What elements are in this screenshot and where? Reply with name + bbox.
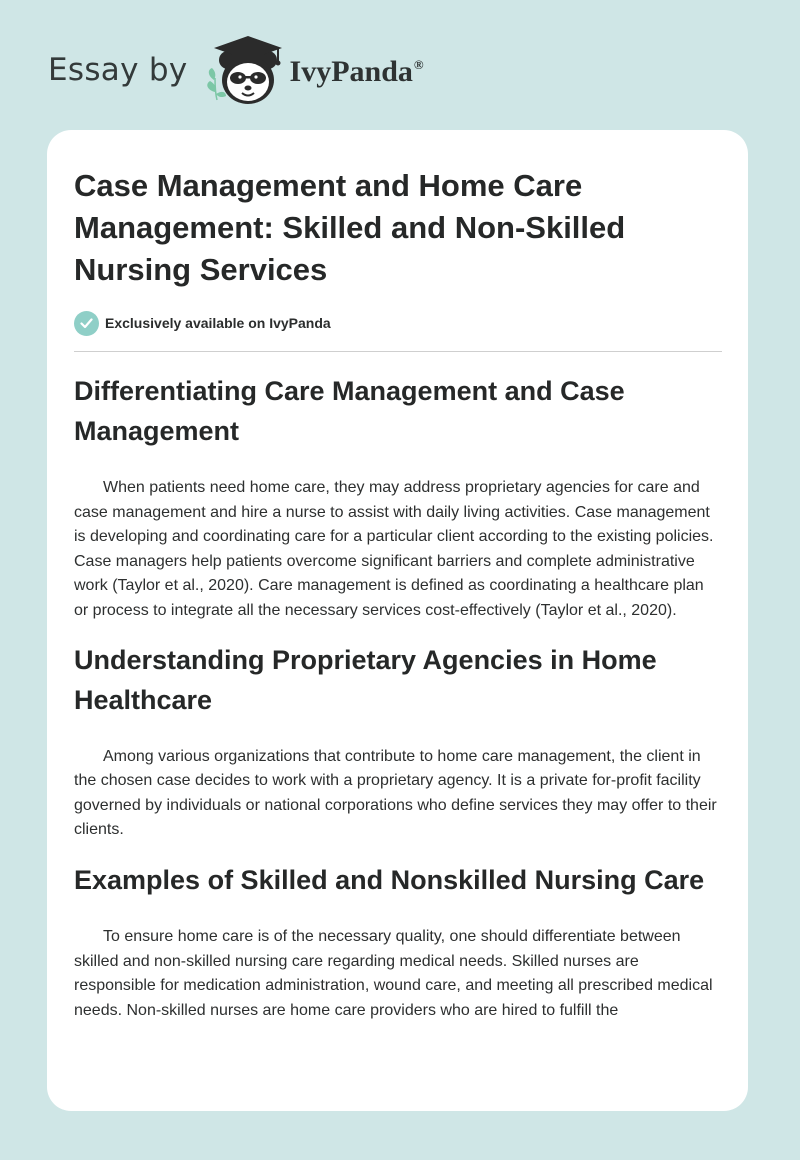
section-heading: Differentiating Care Management and Case Management <box>74 376 625 446</box>
essay-by-label: Essay by <box>48 52 188 88</box>
check-circle-icon <box>74 311 99 336</box>
brand-label: IvyPanda <box>289 55 413 88</box>
section-paragraph: Among various organizations that contribute to home care management, the client in the chosen case decides to work with a proprietary agency. It is a private for-profit facility governed by individuals or national corporations who define services they may offer to their clients. <box>74 747 717 839</box>
section-heading: Examples of Skilled and Nonskilled Nursing Care <box>74 864 705 895</box>
exclusive-label: Exclusively available on IvyPanda <box>105 315 331 331</box>
article-card <box>47 130 748 1111</box>
section-paragraph: When patients need home care, they may address proprietary agencies for care and case management and hire a nurse to assist with daily living activities. Case management is developing and coordinating care for a particular client according to the existing policies. Case managers help patients overcome significant barriers and complete administrative work (Taylor et al., 2020). Care management is defined as coordinating a healthcare plan or process to integrate all the necessary services cost-effectively (Taylor et al., 2020). <box>74 479 714 619</box>
registered-mark: ® <box>413 57 424 72</box>
divider <box>74 351 722 352</box>
page-title: Case Management and Home Care Management: Skilled and Non-Skilled Nursing Services <box>74 168 626 287</box>
section-heading: Understanding Proprietary Agencies in Home Healthcare <box>74 644 657 715</box>
section-paragraph: To ensure home care is of the necessary quality, one should differentiate between skilled and non-skilled nursing care regarding medical needs. Skilled nurses are responsible for medication administration, wound care, and meeting all prescribed medical needs. Non-skilled nurses are home care providers who are hired to fulfill the <box>74 927 713 1019</box>
panda-graduate-icon[interactable] <box>202 30 294 110</box>
site-header <box>48 30 424 110</box>
brand-name[interactable] <box>290 55 424 89</box>
exclusive-badge <box>74 309 722 337</box>
